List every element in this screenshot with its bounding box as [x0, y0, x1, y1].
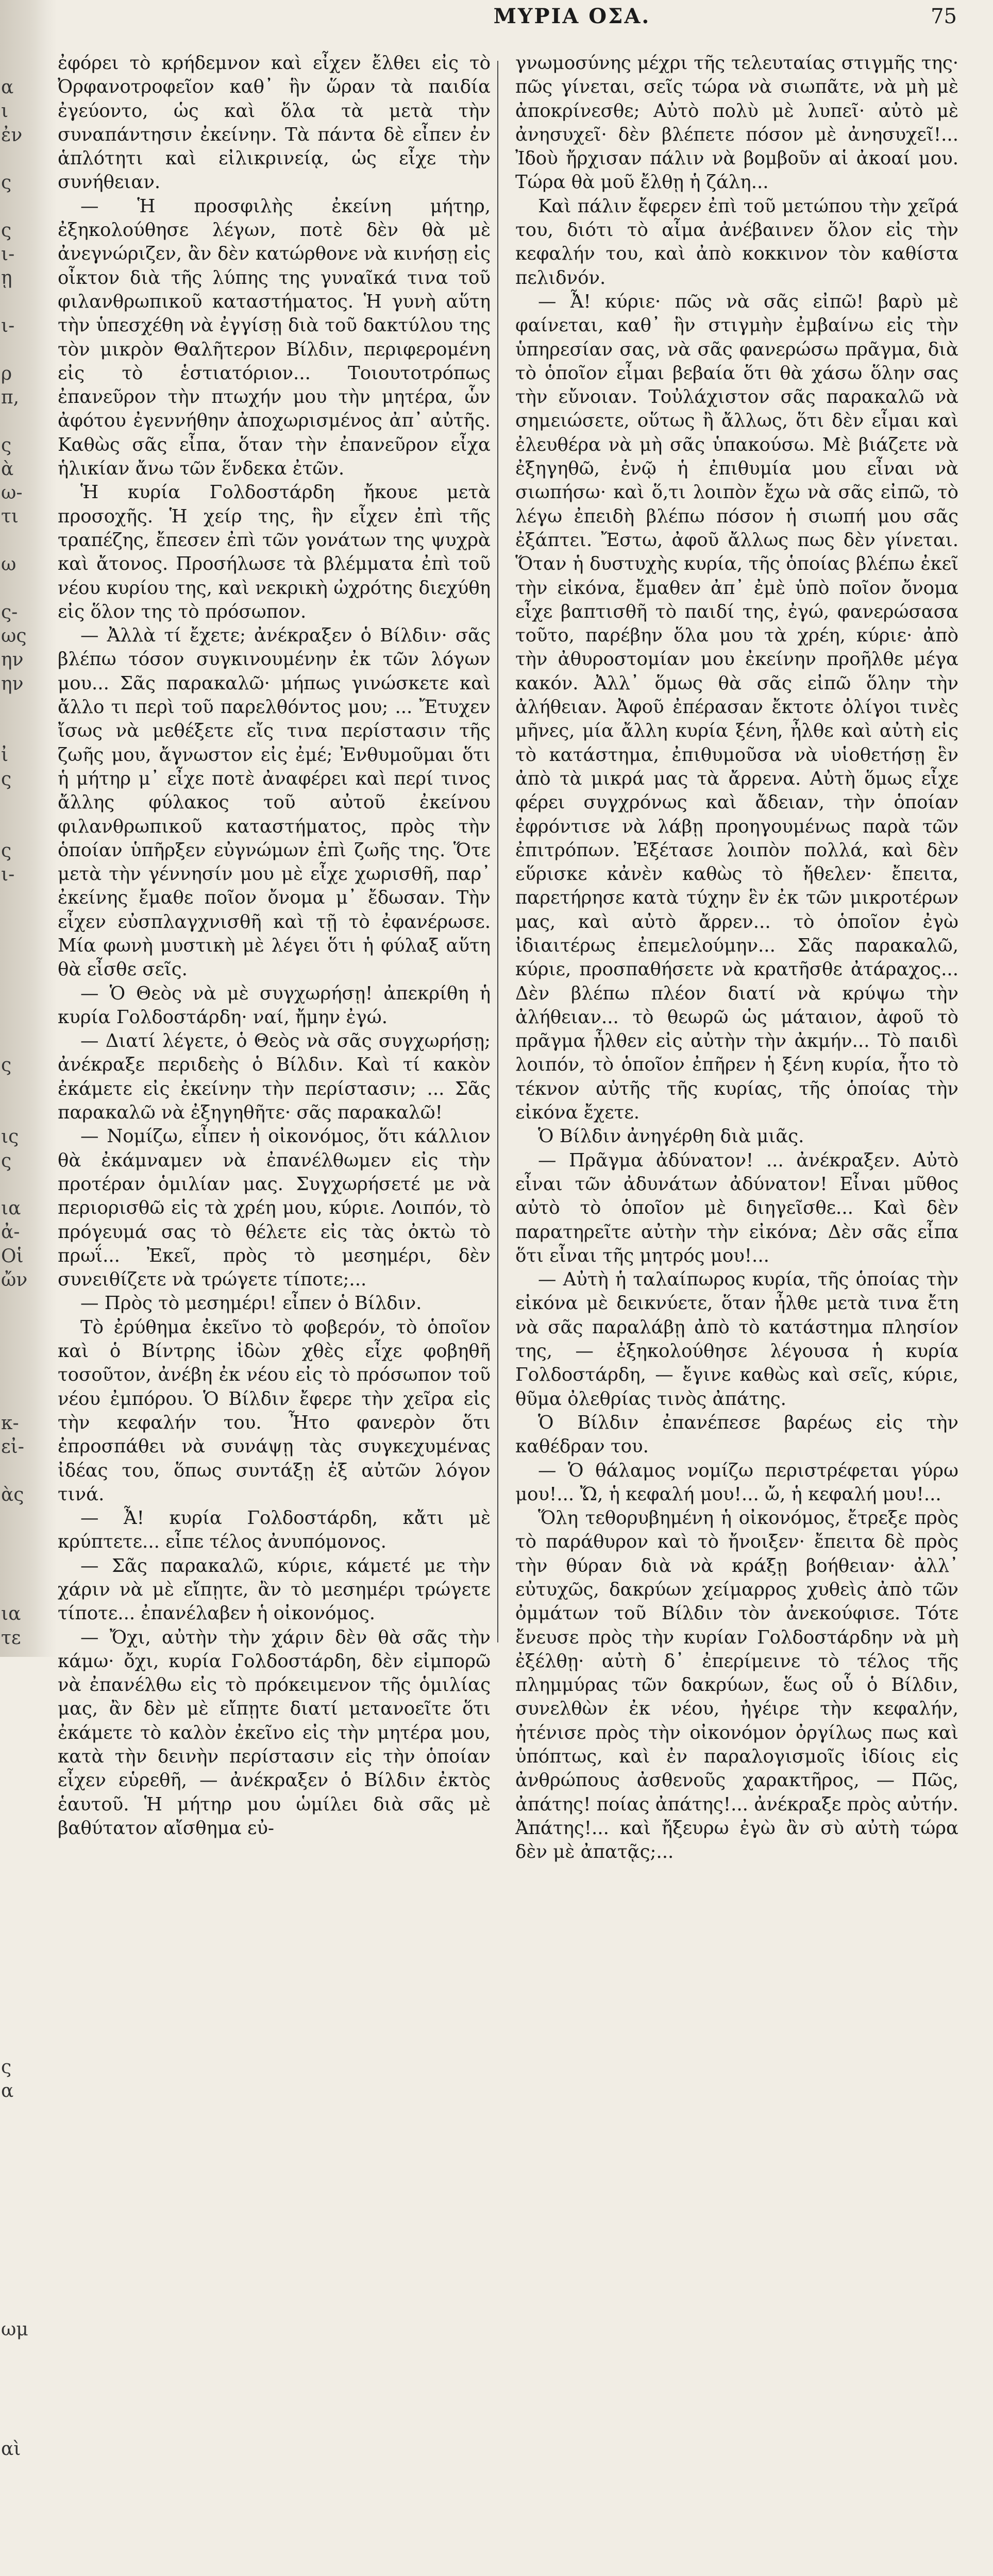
spine-fragment [1, 2415, 19, 2435]
spine-fragment: ια [1, 1603, 21, 1625]
spine-fragment [1, 793, 19, 814]
spine-fragment [1, 1986, 19, 2006]
spine-fragment: ι- [1, 315, 15, 336]
spine-fragment: ς [1, 1055, 12, 1076]
spine-fragment [1, 1031, 19, 1052]
paragraph: — Ὁ θάλαμος νομίζω περιστρέφεται γύρω μου!... Ὤ, ἡ κεφαλή μου!... ὤ, ἡ κεφαλή μου!... [515, 1460, 958, 1505]
spine-fragment: α [1, 2080, 14, 2102]
spine-fragment [1, 2272, 19, 2293]
spine-fragment [1, 1509, 19, 1529]
spine-fragment [1, 1461, 19, 1481]
paragraph: Ὅλη τεθορυβημένη ἡ οἰκονόμος, ἔτρεξε πρὸς τὸ παράθυρον καὶ τὸ ἤνοιξεν· ἔπειτα δὲ πρὸς τὴν θύραν διὰ νὰ κράξῃ βοήθειαν· ἀλλ᾿ εὐτυχῶς, δακρύων χείμαρρος χυθεὶς ἀπὸ τῶν ὀμμάτων τοῦ Βίλδιν τὸν ἀνεκούφισε. Τότε ἔνευσε πρὸς τὴν κυρίαν Γολδοστάρδην νὰ μὴ ἐξέλθῃ· αὐτὴ δ᾿ ἐπερίμεινε τὸ τέλος τῆς πλημμύρας τῶν δακρύων, ἕως οὗ ὁ Βίλδιν, συνελθὼν ἐκ νέου, ἠγέιρε τὴν κεφαλήν, ἠτένισε πρὸς τὴν οἰκονόμον ὀργίλως πως καὶ ὑπόπτως, καὶ ἐν παραλογισμοῖς ἰδίοις εἰς ἀνθρώπους ἀσθενοῦς χαρακτῆρος, — Πῶς, ἀπάτης! ποίας ἀπάτης!... ἀνέκραξε πρὸς αὐτήν. Ἀπάτης!... καὶ ἤξευρω ἐγὼ ἂν σὺ αὐτὴ τώρα δὲν μὲ ἀπατᾷς;... [515, 1507, 958, 1863]
spine-fragment [1, 1747, 19, 1768]
spine-fragment [1, 1771, 19, 1791]
right-column [515, 52, 958, 1863]
spine-fragment: ς- [1, 601, 18, 623]
spine-fragment [1, 2463, 19, 2483]
paragraph: ἐφόρει τὸ κρήδεμνον καὶ εἶχεν ἔλθει εἰς τὸ Ὀρφανοτροφεῖον καθ᾿ ἣν ὥραν τὰ παιδία ἐγεύοντο, ὡς καὶ ὅλα τὰ μετὰ τὴν συναπάντησιν ἐκείνην. Τὰ πάντα δὲ εἶπεν ἐν ἁπλότητι καὶ εἰλικρινείᾳ, ὡς εἶχε τὴν συνήθειαν. [58, 53, 491, 193]
spine-fragment [1, 1556, 19, 1577]
spine-fragment [1, 1318, 19, 1338]
paragraph: γνωμοσύνης μέχρι τῆς τελευταίας στιγμῆς της· πῶς γίνεται, σεῖς τώρα νὰ σιωπᾶτε, νὰ μὴ μὲ ἀποκρίνεσθε; Αὐτὸ πολὺ μὲ λυπεῖ· αὐτὸ μὲ ἀνησυχεῖ· δὲν βλέπετε πόσον μὲ ἀνησυχεῖ!... Ἰδοὺ ἤρχισαν πάλιν νὰ βομβοῦν αἱ ἀκοαί μου. Τώρα θὰ μοῦ ἔλθῃ ἡ ζάλη... [515, 53, 958, 193]
paragraph: — Νομίζω, εἶπεν ἡ οἰκονόμος, ὅτι κάλλιον θὰ ἐκάμναμεν νὰ ἐπανέλθωμεν εἰς τὴν προτέραν ὁμιλίαν μας. Συγχωρήσετέ με νὰ περιορισθῶ εἰς τὰ χρέη μου, κύριε. Λοιπόν, τὸ πρόγευμά σας τὸ θέλετε εἰς τὰς ὀκτὼ τὸ πρωΐ... Ἐκεῖ, πρὸς τὸ μεσημέρι, δὲν συνειθίζετε νὰ τρώγετε τίποτε;... [58, 1126, 491, 1291]
spine-fragment: ην [1, 673, 24, 694]
spine-fragment [1, 149, 19, 170]
paragraph: — Ἆ! κύριε· πῶς νὰ σᾶς εἰπῶ! βαρὺ μὲ φαίνεται, καθ᾿ ἣν στιγμὴν ἐμβαίνω εἰς τὴν ὑπηρεσίαν σας, νὰ σᾶς φανερώσω πρᾶγμα, διὰ τὸ ὁποῖον εἶμαι βεβαία ὅτι θὰ χάσω ὅλην σας τὴν εὔνοιαν. Τοὐλάχιστον σᾶς παρακαλῶ νὰ σημειώσετε, οὕτως ἢ ἄλλως, ὅτι δὲν εἶμαι καὶ ἐλευθέρα νὰ μὴ σᾶς ὑπακούσω. Μὲ βιάζετε νὰ ἐξηγηθῶ, ἐνῷ ἡ ἐπιθυμία μου εἶναι νὰ σιωπήσω· καὶ ὅ,τι λοιπὸν ἔχω νὰ σᾶς εἰπῶ, τὸ λέγω ἐπειδὴ βλέπω πόσον ἡ σιωπή μου σᾶς ἐξάπτει. Ἔστω, ἀφοῦ ἄλλως πως δὲν γίνεται. Ὅταν ἡ δυστυχὴς κυρία, τῆς ὁποίας βλέπω ἐκεῖ τὴν εἰκόνα, ἔμαθεν ἀπ᾿ ἐμὲ ὑπὸ ποῖον ὄνομα εἶχε βαπτισθῆ τὸ παιδί της, ἐγώ, φανερώσασα τοῦτο, παρέβην ὅλα μου τὰ χρέη, κύριε· ἀπὸ τὴν ἀθυροστομίαν μου ἐκείνην προῆλθε μέγα κακόν. Ἀλλ᾿ ὅμως θὰ σᾶς εἰπῶ ὅλην τὴν ἀλήθειαν. Ἀφοῦ ἐπέρασαν ἔκτοτε ὀλίγοι τινὲς μῆνες, μία ἄλλη κυρία ξένη, ἦλθε καὶ αὐτὴ εἰς τὸ κατάστημα, ἐπιθυμοῦσα νὰ υἱοθετήσῃ ἓν ἀπὸ τὰ μικρά μας τὰ ἄρρενα. Αὐτὴ ὅμως εἶχε φέρει συγχρόνως καὶ ἄδειαν, τὴν ὁποίαν ἐφρόντισε νὰ λάβῃ προηγουμένως παρὰ τῶν ἐπιτρόπων. Ἐξέτασε λοιπὸν πολλά, καὶ δὲν εὕρισκε κἀνὲν καθὼς τὸ ἤθελεν· ἔπειτα, παρετήρησε κατὰ τύχην ἓν ἐκ τῶν μικροτέρων μας, καὶ αὐτὸ ἄρρεν... τὸ ὁποῖον ἐγὼ ἰδιαιτέρως ἐπεμελούμην... Σᾶς παρακαλῶ, κύριε, προσπαθήσετε νὰ κρατῆσθε ἀτάραχος... Δὲν βλέπω πλέον διατί νὰ κρύψω τὴν ἀλήθειαν... τὸ θεωρῶ ὡς μάταιον, ἀφοῦ τὸ πρᾶγμα ἦλθεν εἰς αὐτὴν τὴν ἀκμήν... Τὸ παιδὶ λοιπόν, τὸ ὁποῖον ἐπῆρεν ἡ ξένη κυρία, ἦτο τὸ τέκνον αὐτῆς τῆς κυρίας, τῆς ὁποίας τὴν εἰκόνα ἔχετε. [515, 291, 958, 1124]
spine-fragment: ς [1, 172, 12, 194]
spine-fragment: ὤν [1, 1269, 28, 1291]
spine-fragment [1, 340, 19, 360]
spine-fragment [1, 2105, 19, 2126]
paragraph: Τὸ ἐρύθημα ἐκεῖνο τὸ φοβερόν, τὸ ὁποῖον καὶ ὁ Βίντρης ἰδὼν χθὲς εἶχε φοβηθῆ τοσοῦτον, ἀνέβη ἐκ νέου εἰς τὸ πρόσωπον τοῦ νέου ἐμπόρου. Ὁ Βίλδιν ἔφερε τὴν χεῖρα εἰς τὴν κεφαλήν του. Ἦτο φανερὸν ὅτι ἐπροσπάθει νὰ συνάψῃ τὰς συγκεχυμένας ἰδέας του, ὅπως συντάξῃ ἐξ αὐτῶν λόγον τινά. [58, 1316, 491, 1505]
spine-fragment: εἰ- [1, 1436, 24, 1458]
paragraph: Ἡ κυρία Γολδοστάρδη ἤκουε μετὰ προσοχῆς. Ἡ χείρ της, ἣν εἶχεν ἐπὶ τῆς τραπέζης, ἔπεσεν ἐπὶ τῶν γονάτων της ψυχρὰ καὶ ἄτονος. Προσήλωσε τὰ βλέμματα ἐπὶ τοῦ νέου κυρίου της, καὶ νεκρικὴ ὠχρότης διεχύθη εἰς ὅλον της τὸ πρόσωπον. [58, 482, 491, 622]
spine-fragment [1, 936, 19, 957]
spine-fragment [1, 2129, 19, 2149]
spine-fragment [1, 1675, 19, 1696]
spine-fragment [1, 2367, 19, 2388]
spine-fragment: ι [1, 100, 9, 122]
spine-fragment: ς [1, 434, 12, 456]
spine-fragment [1, 411, 19, 432]
spine-fragment: ἀ- [1, 1222, 20, 1243]
spine-fragment [1, 984, 19, 1004]
adjacent-page-edge [0, 0, 57, 2460]
spine-fragment: αὶ [1, 2438, 21, 2460]
spine-fragment [1, 1962, 19, 1982]
spine-fragment [1, 2534, 19, 2555]
spine-fragment [1, 531, 19, 551]
spine-fragment: ῃ [1, 267, 12, 289]
spine-fragment [1, 578, 19, 599]
spine-fragment [1, 1842, 19, 1863]
spine-fragment: ὰ [1, 458, 14, 480]
spine-fragment: ι- [1, 863, 15, 885]
spine-fragment [1, 2296, 19, 2316]
paragraph: Ὁ Βίλδιν ἀνηγέρθη διὰ μιᾶς. [538, 1126, 804, 1147]
spine-fragment [1, 912, 19, 933]
paragraph: — Ἡ προσφιλὴς ἐκείνη μήτηρ, ἐξηκολούθησε λέγων, ποτὲ δὲν θὰ μὲ ἀνεγνώριζεν, ἂν δὲν κατώρθονε νὰ κινήσῃ εἰς οἶκτον διὰ τῆς λύπης της γυναῖκά τινα τοῦ φιλανθρωπικοῦ καταστήματος. Ἡ γυνὴ αὕτη τὴν ὑπεσχέθη νὰ ἐγγίσῃ διὰ τοῦ δακτύλου της τὸν μικρὸν Θαλῆτερον Βίλδιν, περιφερομένη εἰς τὸ ἑστιατόριον... Τοιουτοτρόπως ἐπανεῦρον τὴν πτωχήν μου τὴν μητέρα, ὧν ἀφότου ἐγεννήθην ἀποχωρισμένος ἀπ᾿ αὐτῆς. Καθὼς σᾶς εἶπα, ὅταν τὴν ἐπανεῦρον εἶχα ἡλικίαν ἄνω τῶν ἕνδεκα ἐτῶν. [58, 195, 491, 480]
spine-fragment: ἐν [1, 124, 23, 146]
spine-fragment: ι- [1, 244, 15, 265]
spine-fragment [1, 2009, 19, 2030]
spine-fragment [1, 2344, 19, 2364]
spine-fragment [1, 2033, 19, 2054]
spine-fragment: ς [1, 768, 12, 790]
spine-fragment: τε [1, 1627, 21, 1649]
spine-fragment [1, 817, 19, 837]
spine-fragment: Οἱ [1, 1245, 24, 1267]
spine-fragment: ω- [1, 482, 23, 504]
spine-fragment [1, 721, 19, 742]
spine-fragment [1, 1795, 19, 1816]
spine-fragment [1, 1580, 19, 1601]
spine-fragment: ως [1, 625, 27, 647]
left-column [58, 52, 491, 1839]
spine-fragment: ς [1, 219, 12, 241]
paragraph: — Ἆ! κυρία Γολδοστάρδη, κἄτι μὲ κρύπτετε... εἶπε τέλος ἀνυπόμονος. [58, 1507, 491, 1553]
spine-fragment [1, 1294, 19, 1314]
spine-fragment [1, 1079, 19, 1100]
spine-fragment: α [1, 77, 14, 98]
paragraph: — Πρᾶγμα ἀδύνατον! ... ἀνέκραξεν. Αὐτὸ εἶναι τῶν ἀδυνάτων ἀδύνατον! Εἶναι μῦθος αὐτὸ τὸ ὁποῖον μὲ διηγεῖσθε... Καὶ δὲν παρατηρεῖτε αὐτὴν τὴν εἰκόνα; Δὲν σᾶς εἶπα ὅτι εἶναι τῆς μητρός μου!... [515, 1149, 958, 1266]
spine-fragment [1, 2248, 19, 2268]
spine-fragment [1, 1699, 19, 1720]
running-title: ΜΥΡΙΑ ΟΣΑ. [493, 4, 651, 28]
paragraph: — Διατί λέγετε, ὁ Θεὸς νὰ σᾶς συγχωρήσῃ; ἀνέκραξε περιδεὴς ὁ Βίλδιν. Καὶ τί κακὸν ἐκάμετε εἰς ἐκείνην τὴν περίστασιν; ... Σᾶς παρακαλῶ νὰ ἐξηγηθῆτε· σᾶς παρακαλῶ! [58, 1030, 491, 1124]
spine-fragment [1, 2511, 19, 2531]
spine-fragment [1, 1652, 19, 1672]
spine-fragment: ς [1, 840, 12, 861]
spine-fragment: ια [1, 1198, 21, 1219]
spine-fragment: ὰς [1, 1484, 24, 1505]
spine-fragment: ην [1, 649, 24, 671]
spine-fragment: ἰ [1, 744, 9, 766]
spine-fragment [1, 1365, 19, 1386]
spine-fragment [1, 1342, 19, 1362]
column-rule [497, 61, 498, 1642]
spine-fragment [1, 292, 19, 313]
paragraph: — Αὐτὴ ἡ ταλαίπωρος κυρία, τῆς ὁποίας τὴν εἰκόνα μὲ δεικνύετε, ὅταν ἦλθε μετὰ τινα ἔτη νὰ σᾶς παραλάβῃ ἀπὸ τὸ κατάστημα πλησίον της, — ἐξηκολούθησε λέγουσα ἡ κυρία Γολδοστάρδη, — ἔγινε καθὼς καὶ σεῖς, κύριε, θῦμα ὀλεθρίας τινὸς ἀπάτης. [515, 1269, 958, 1410]
spine-fragment: ς [1, 1150, 12, 1172]
spine-fragment [1, 197, 19, 217]
paragraph: — Πρὸς τὸ μεσημέρι! εἶπεν ὁ Βίλδιν. [80, 1293, 422, 1314]
spine-fragment [1, 1867, 19, 1887]
spine-fragment [1, 1938, 19, 1958]
spine-fragment: π, [1, 386, 20, 408]
spine-fragment [1, 698, 19, 718]
spine-fragment [1, 960, 19, 980]
spine-fragment [1, 2486, 19, 2507]
spine-fragment [1, 2153, 19, 2173]
spine-fragment: τι [1, 506, 19, 528]
paragraph: Ὁ Βίλδιν ἐπανέπεσε βαρέως εἰς τὴν καθέδραν του. [515, 1412, 958, 1458]
spine-fragment: ς [1, 2056, 12, 2078]
spine-fragment [1, 2224, 19, 2245]
paragraph: — Ἀλλὰ τί ἔχετε; ἀνέκραξεν ὁ Βίλδιν· σᾶς βλέπω τόσον συγκινουμένην ἐκ τῶν λόγων μου... Σᾶς παρακαλῶ· μήπως γινώσκετε καὶ ἄλλο τι περὶ τοῦ παρελθόντος μου; ... Ἔτυχεν ἴσως νὰ μεθέξετε εἴς τινα περίστασιν τῆς ζωῆς μου, ἄγνωστον εἰς ἐμέ; Ἐνθυμοῦμαι ὅτι ἡ μήτηρ μ᾿ εἶχε ποτὲ ἀναφέρει καὶ περί τινος ἄλλης φύλακος τοῦ αὐτοῦ ἐκείνου φιλανθρωπικοῦ καταστήματος, πρὸς τὴν ὁποίαν ὑπῆρξεν εὐγνώμων ἐπὶ ζωῆς της. Ὅτε μετὰ τὴν γέννησίν μου μὲ εἶχε χωρισθῆ, παρ᾿ ἐκείνης ἔμαθε ποῖον ὄνομα μ᾿ ἔδωσαν. Τὴν εἶχεν εὐσπλαγχνισθῆ καὶ τῇ τὸ ἐφανέρωσε. Μία φωνὴ μυστικὴ μὲ λέγει ὅτι ἡ φύλαξ αὕτη θὰ εἶσθε σεῖς. [58, 625, 491, 980]
spine-fragment [1, 1532, 19, 1553]
spine-fragment [1, 1175, 19, 1195]
spine-fragment [1, 1723, 19, 1744]
page-header [57, 0, 993, 36]
paragraph: Καὶ πάλιν ἔφερεν ἐπὶ τοῦ μετώπου τὴν χεῖρά του, διότι τὸ αἷμα ἀνέβαινεν ὅλον εἰς τὴν κεφαλήν του, καὶ ἀπὸ κοκκινον τὸν καθίστα πελιδνόν. [515, 195, 958, 289]
paragraph: — Σᾶς παρακαλῶ, κύριε, κάμετέ με τὴν χάριν νὰ μὲ εἴπῃτε, ἂν τὸ μεσημέρι τρώγετε τίποτε... ἐπανέλαβεν ἡ οἰκονόμος. [58, 1555, 491, 1624]
spine-fragment [1, 888, 19, 909]
spine-fragment [1, 2558, 19, 2576]
spine-fragment [1, 1819, 19, 1839]
spine-fragment [1, 2200, 19, 2221]
spine-fragment: ις [1, 1126, 19, 1148]
spine-fragment: ρ [1, 363, 12, 384]
paragraph: — Ὄχι, αὐτὴν τὴν χάριν δὲν θὰ σᾶς τὴν κάμω· ὄχι, κυρία Γολδοστάρδη, δὲν εἰμπορῶ νὰ ἐπανέλθω εἰς τὸ πρόκειμενον τῆς ὁμιλίας μας, ἂν δὲν μὲ εἴπῃτε διατί μετανοεῖτε ὅτι ἐκάμετε τὸ καλὸν ἐκεῖνο εἰς τὴν μητέρα μου, κατὰ τὴν δεινὴν περίστασιν εἰς τὴν ὁποίαν εἶχεν εὑρεθῆ, — ἀνέκραξεν ὁ Βίλδιν ἐκτὸς ἑαυτοῦ. Ἡ μήτηρ μου ὡμίλει διὰ σᾶς μὲ βαθύτατον αἴσθημα εὐ- [58, 1626, 491, 1839]
spine-fragment [1, 2176, 19, 2197]
page-number: 75 [931, 5, 957, 28]
spine-fragment: κ- [1, 1412, 19, 1434]
spine-fragment: ω [1, 554, 16, 575]
spine-fragment [1, 2391, 19, 2412]
spine-fragment: ωμ [1, 2319, 28, 2341]
spine-fragment [1, 1890, 19, 1911]
spine-fragment [1, 1008, 19, 1028]
spine-fragment [1, 1914, 19, 1935]
paragraph: — Ὁ Θεὸς νὰ μὲ συγχωρήσῃ! ἀπεκρίθη ἡ κυρία Γολδοστάρδη· ναί, ἤμην ἐγώ. [58, 982, 491, 1028]
spine-fragment [1, 1389, 19, 1410]
spine-fragment [1, 1103, 19, 1124]
